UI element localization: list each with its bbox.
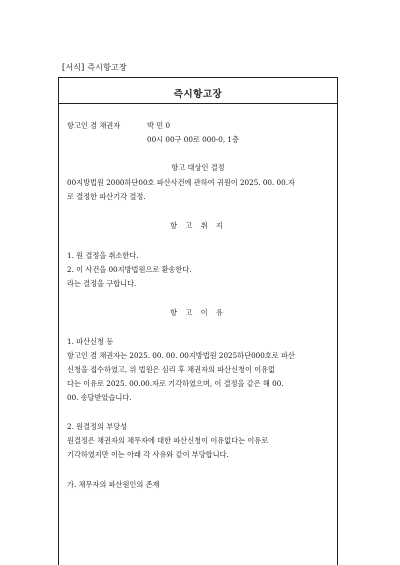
decision-line: 00지방법원 2000하단00호 파산사건에 관하여 귀원이 2025. 00. 00.자 bbox=[67, 178, 295, 187]
reasons-heading: 항 고 이 유 bbox=[170, 308, 226, 317]
section-heading: 1. 파산신청 등 bbox=[67, 337, 114, 346]
subsection-heading: 가. 채무자의 파산원인의 존재 bbox=[67, 480, 160, 489]
appellant-name: 박 민 0 bbox=[147, 121, 171, 130]
purpose-heading: 항 고 취 지 bbox=[170, 221, 226, 230]
document-page bbox=[58, 77, 338, 565]
appellant-label: 항고인 겸 채권자 bbox=[67, 121, 121, 130]
paragraph-line: 원결정은 채권자의 채무자에 대한 파산신청이 이유없다는 이유로 bbox=[67, 436, 269, 445]
section-heading: 2. 원결정의 부당성 bbox=[67, 422, 128, 431]
document-title: 즉시항고장 bbox=[173, 89, 223, 100]
paragraph-line: 항고인 겸 채권자는 2025. 00. 00. 00지방법원 2025하단000호로 파산 bbox=[67, 351, 295, 360]
paragraph-line: 신청을 접수하였고, 위 법원은 심리 후 채권자의 파산신청이 이유없 bbox=[67, 365, 276, 374]
purpose-item: 1. 원 결정을 취소한다. bbox=[67, 251, 139, 260]
paragraph-line: 기각하였지만 이는 아래 각 사유와 같이 부당합니다. bbox=[67, 450, 229, 459]
decision-line: 로 결정한 파산기각 결정. bbox=[67, 192, 146, 201]
appellant-address: 00시 00구 00로 000-0, 1층 bbox=[147, 135, 239, 144]
form-label: [서식] 즉시항고장 bbox=[62, 63, 127, 72]
title-divider bbox=[59, 103, 337, 104]
decision-heading: 항고 대상인 결정 bbox=[171, 163, 225, 172]
purpose-conclusion: 라는 결정을 구합니다. bbox=[67, 279, 137, 288]
paragraph-line: 다는 이유로 2025. 00.00.자로 기각하였으며, 이 결정을 같은 해 00. bbox=[67, 379, 284, 388]
purpose-item: 2. 이 사건을 00지방법원으로 환송한다. bbox=[67, 265, 192, 274]
paragraph-line: 00. 송달받았습니다. bbox=[67, 393, 132, 402]
